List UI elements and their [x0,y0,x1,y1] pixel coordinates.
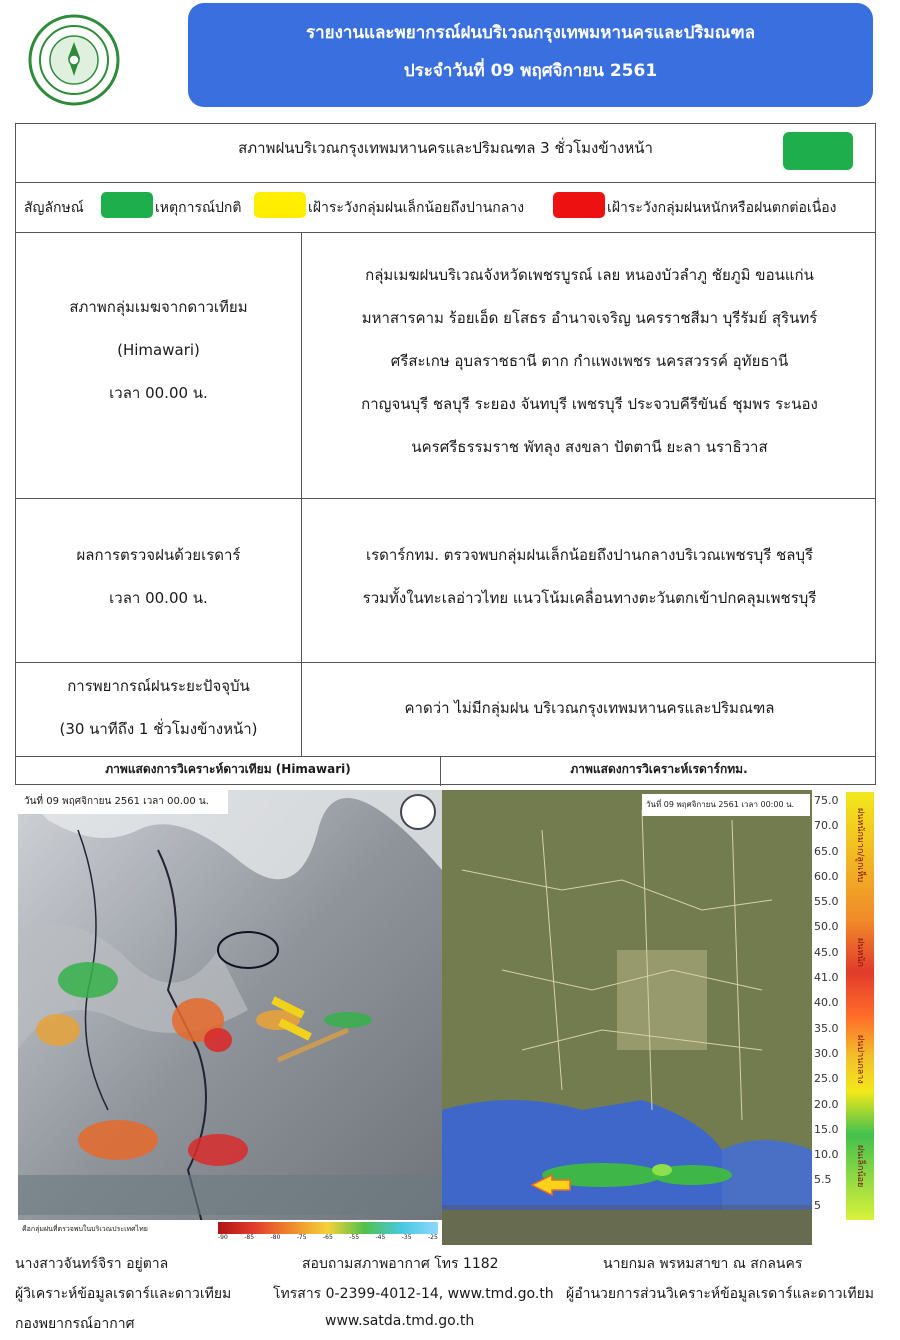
satellite-timestamp: วันที่ 09 พฤศจิกายน 2561 เวลา 00.00 น. [18,790,228,814]
satellite-scale-tick: -25 [428,1234,438,1241]
radar-image [442,790,877,1245]
report-date: ประจำวันที่ 09 พฤศจิกายน 2561 [403,61,658,81]
radar-image-header: ภาพแสดงการวิเคราะห์เรดาร์กทม. [570,762,748,776]
satellite-image-header: ภาพแสดงการวิเคราะห์ดาวเทียม (Himawari) [105,762,351,776]
analysis-images [15,785,876,1250]
satellite-scale-tick: -90 [218,1234,228,1241]
nowcast-row-label: การพยากรณ์ฝนระยะปัจจุบัน (30 นาทีถึง 1 ชั่วโมงข้างหน้า) [59,677,258,738]
radar-timestamp: วันที่ 09 พฤศจิกายน 2561 เวลา 00:00 น. [642,794,810,816]
status-indicator [783,132,853,170]
radar-scale-value: 30.0 [814,1046,839,1060]
radar-scale-value: 65.0 [814,844,839,858]
report-table [15,123,876,785]
radar-scale-values [812,790,842,1230]
satellite-scale-tick: -85 [244,1234,255,1241]
radar-scale-value: 50.0 [814,920,839,934]
analyst-title: ผู้วิเคราะห์ข้อมูลเรดาร์และดาวเทียม [15,1286,232,1302]
legend-text-warning: เฝ้าระวังกลุ่มฝนหนักหรือฝนตกต่อเนื่อง [607,200,837,216]
status-row-title: สภาพฝนบริเวณกรุงเทพมหานครและปริมณฑล 3 ชั่วโมงข้างหน้า [238,139,653,157]
satellite-legend-caption: คือกลุ่มฝนที่ตรวจพบในบริเวณประเทศไทย [22,1225,148,1233]
nowcast-row-body: คาดว่า ไม่มีกลุ่มฝน บริเวณกรุงเทพมหานครและปริมณฑล [404,699,775,717]
legend-row [16,182,875,232]
legend-swatch-normal [101,192,153,218]
satellite-image [18,790,442,1245]
analyst-department: กองพยากรณ์อากาศ [15,1316,135,1332]
radar-scale-value: 5.5 [814,1173,832,1187]
director-name: นายกมล พรหมสาขา ณ สกลนคร [603,1256,803,1272]
legend-swatch-watch [254,192,306,218]
radar-scale-value: 70.0 [814,819,839,833]
satellite-scale-tick: -80 [270,1234,281,1241]
contact-fax-website: โทรสาร 0-2399-4012-14, www.tmd.go.th [273,1286,554,1302]
satellite-scale-tick: -65 [323,1234,333,1241]
radar-scale-zones [846,792,874,1220]
satellite-scale-tick: -75 [296,1234,307,1241]
radar-scale-zone-label: ฝนหนักมาก/ลูกเห็บ [855,808,865,883]
radar-scale-zone-label: ฝนเล็กน้อย [855,1145,865,1188]
contact-website: www.satda.tmd.go.th [325,1313,475,1329]
radar-scale-value: 40.0 [814,996,839,1010]
report-title: รายงานและพยากรณ์ฝนบริเวณกรุงเทพมหานครและปริมณฑล [305,23,756,43]
radar-scale-value: 75.0 [814,794,839,807]
radar-scale-value: 10.0 [814,1148,839,1162]
contact-phone: สอบถามสภาพอากาศ โทร 1182 [302,1256,499,1272]
radar-scale-value: 35.0 [814,1021,839,1035]
radar-scale-value: 25.0 [814,1072,839,1086]
satellite-row-label: สภาพกลุ่มเมฆจากดาวเทียม (Himawari) เวลา 00.00 น. [69,298,248,402]
radar-scale-value: 45.0 [814,945,839,959]
satellite-row-body: กลุ่มเมฆฝนบริเวณจังหวัดเพชรบูรณ์ เลย หนองบัวลำภู ชัยภูมิ ขอนแก่น มหาสารคาม ร้อยเอ็ด ยโสธร อำนาจเจริญ นครราชสีมา บุรีรัมย์ สุรินทร์ ศรีสะเกษ อุบลราชธานี ตาก กำแพงเพชร นครสวรรค์ อุทัยธานี กาญจนบุรี ชลบุรี ระยอง จันทบุรี เพชรบุรี ประจวบคีรีขันธ์ ชุมพร ระนอง นครศรีธรรมราช พัทลุง สงขลา ปัตตานี ยะลา นราธิวาส [361,266,818,456]
satellite-scale-tick: -35 [401,1234,412,1241]
legend-text-watch: เฝ้าระวังกลุ่มฝนเล็กน้อยถึงปานกลาง [308,200,525,216]
radar-scale-value: 5 [814,1198,821,1212]
radar-scale-value: 60.0 [814,869,839,883]
radar-scale-zone-label: ฝนปานกลาง [855,1035,865,1084]
radar-scale-value: 41.0 [814,971,839,985]
satellite-seal-icon [400,794,436,830]
satellite-scale-tick: -55 [349,1234,360,1241]
radar-row-body: เรดาร์กทม. ตรวจพบกลุ่มฝนเล็กน้อยถึงปานกลางบริเวณเพชรบุรี ชลบุรี รวมทั้งในทะเลอ่าวไทย แนวโน้มเคลื่อนทางตะวันตกเข้าปกคลุมเพชรบุรี [362,546,817,607]
legend-label: สัญลักษณ์ [24,200,84,216]
legend-text-normal: เหตุการณ์ปกติ [155,200,242,216]
status-row [16,124,875,182]
radar-scale-value: 15.0 [814,1122,839,1136]
director-title: ผู้อำนวยการส่วนวิเคราะห์ข้อมูลเรดาร์และดาวเทียม [566,1286,875,1302]
radar-scale-value: 55.0 [814,895,839,909]
report-title-banner [188,3,873,107]
radar-scale-zone-label: ฝนหนัก [855,938,865,967]
satellite-scale-ticks [218,1234,438,1244]
analyst-name: นางสาวจันทร์จิรา อยู่ตาล [15,1256,169,1272]
legend-swatch-warning [553,192,605,218]
tmd-logo [28,14,120,106]
satellite-color-scale [218,1222,438,1234]
radar-row-label: ผลการตรวจฝนด้วยเรดาร์ เวลา 00.00 น. [76,546,241,607]
satellite-scale-tick: -45 [375,1234,386,1241]
radar-scale-value: 20.0 [814,1097,839,1111]
